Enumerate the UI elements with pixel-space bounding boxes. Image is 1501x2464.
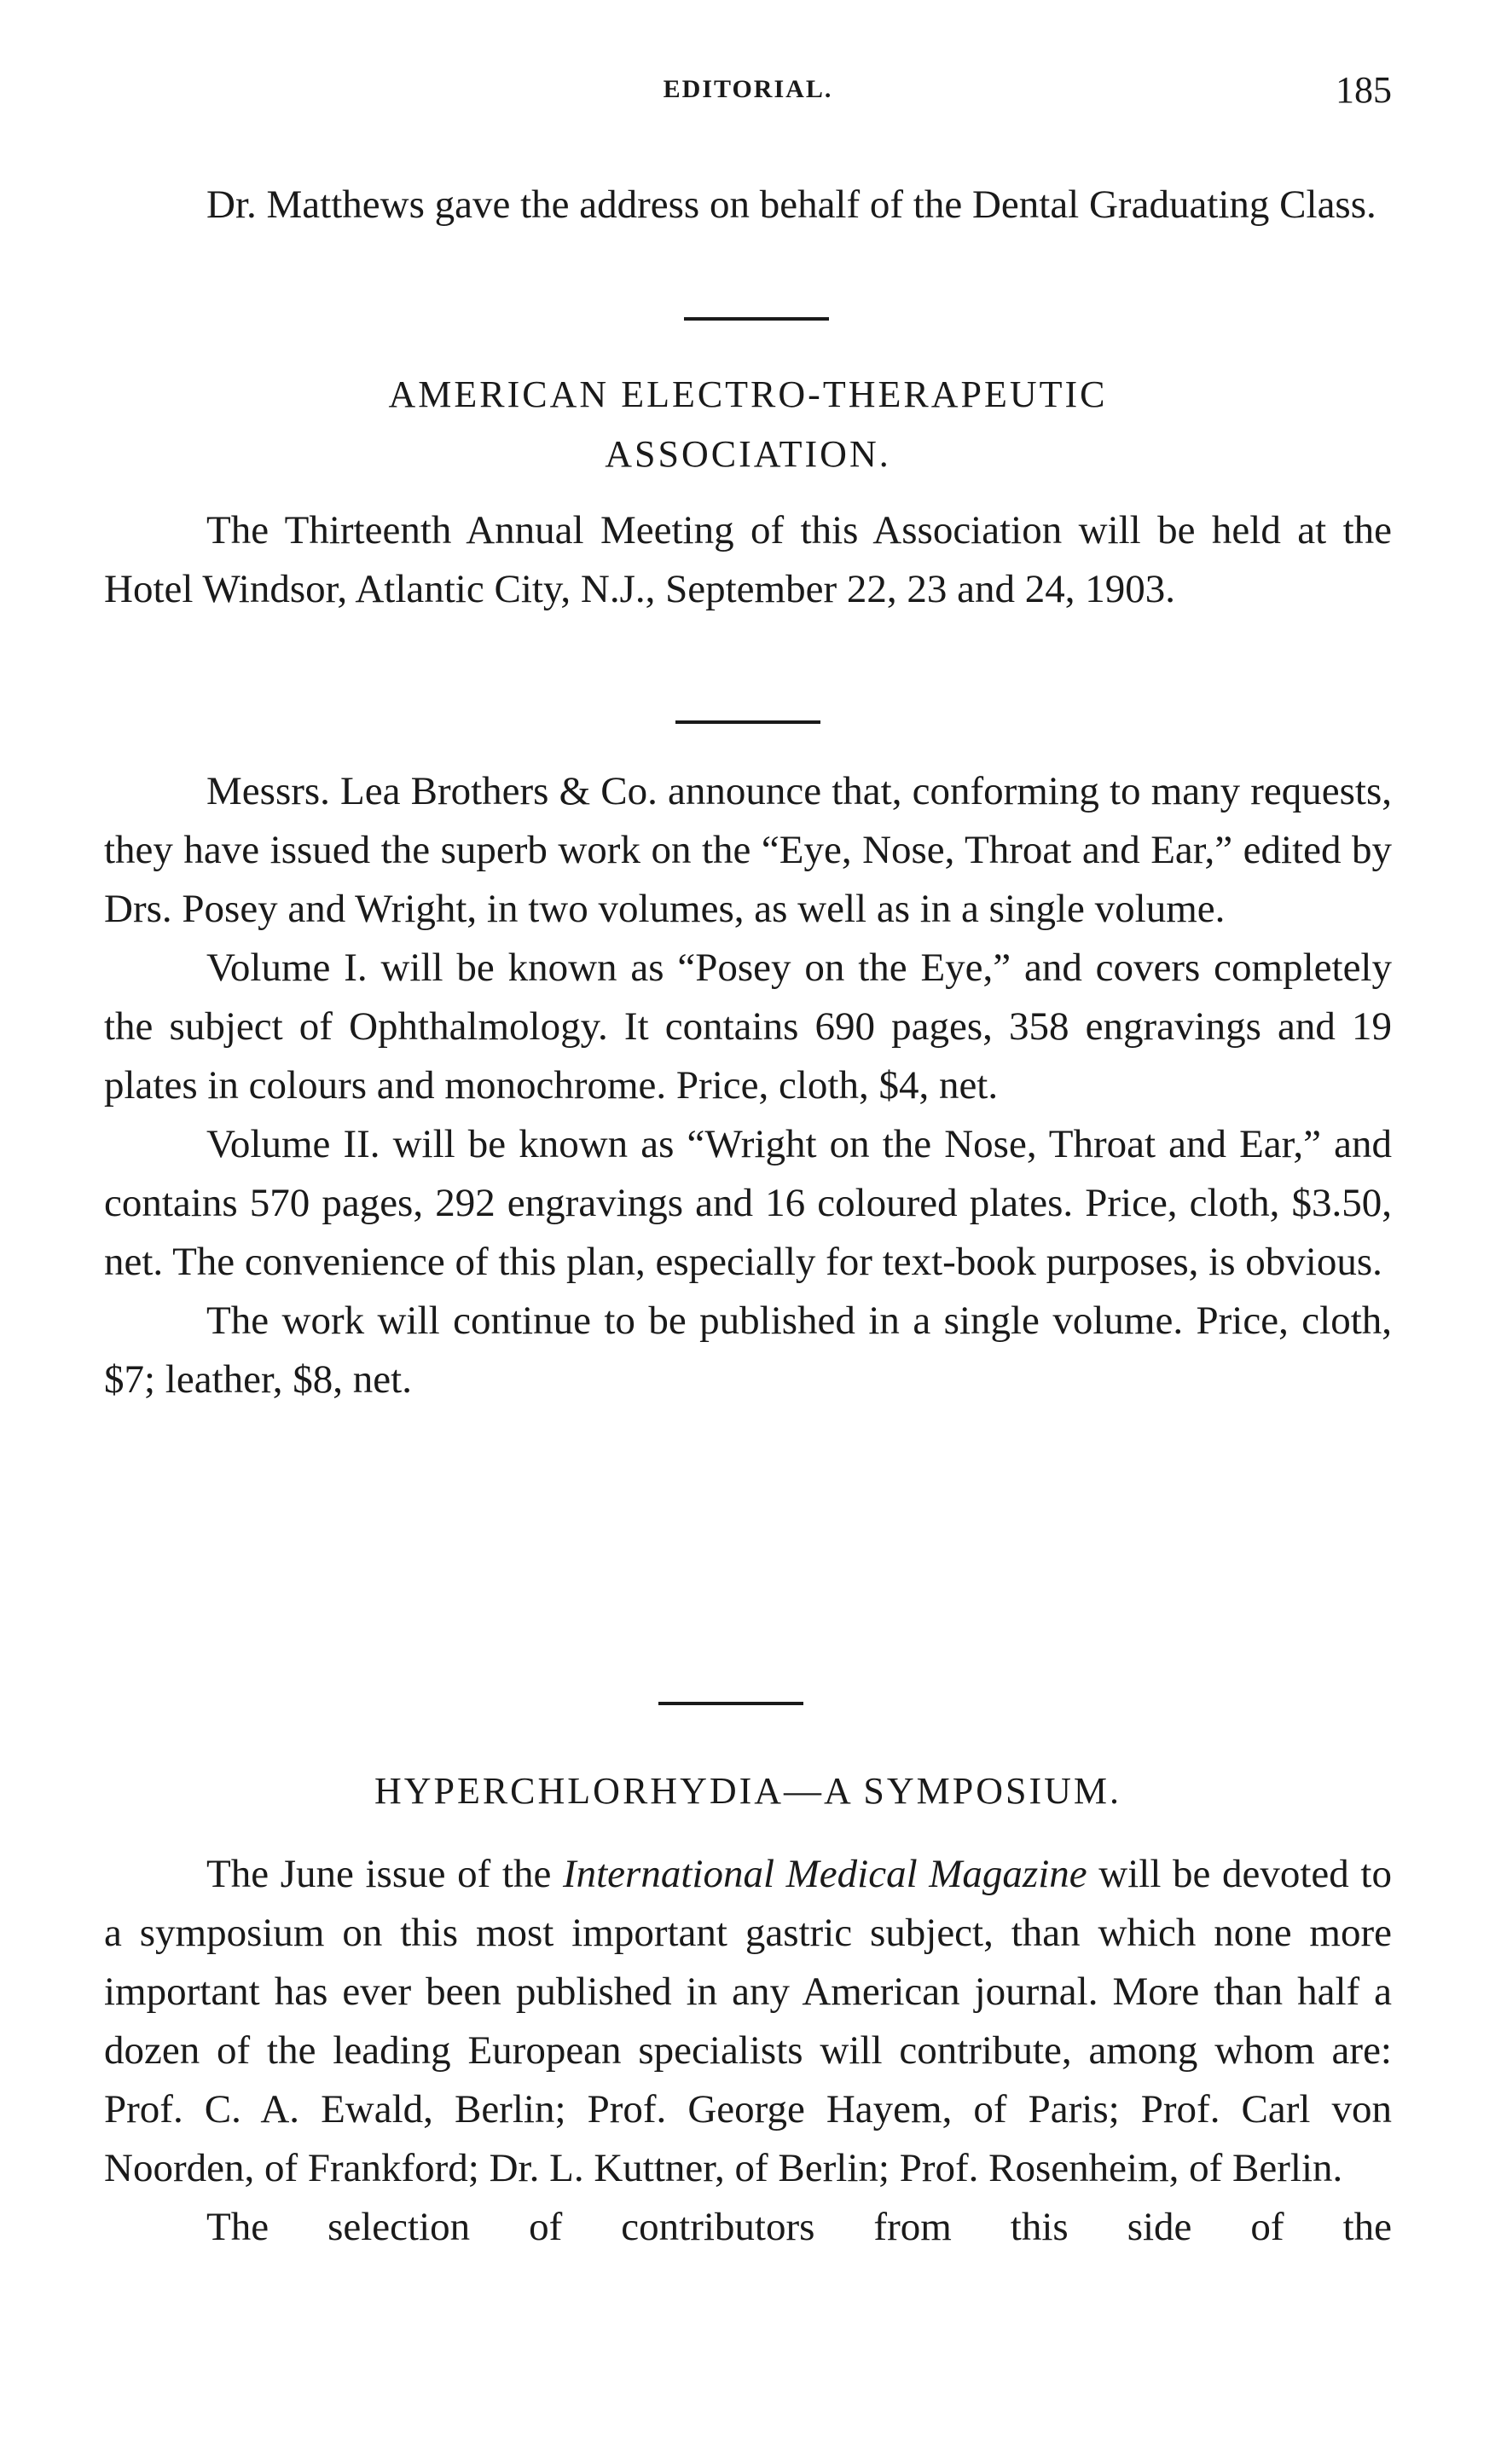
- hyper-p1-after: will be devoted to a symposium on this most important gastric subject, than which none more important has ever been published in any American journal. More than half a dozen of the leading European specialists will contribute, among whom are: Prof. C. A. Ewald, Berlin; Prof. George Hayem, of Paris; Prof. Carl von Noorden, of Frankford; Dr. L. Kuttner, of Berlin; Prof. Rosenheim, of Berlin.: [104, 1852, 1392, 2190]
- section-divider: [684, 317, 829, 321]
- hyper-paragraph-1: [104, 1845, 1392, 2198]
- hyper-paragraph-2: The selection of contributors from this side of the: [206, 2205, 1392, 2249]
- magazine-title: International Medical Magazine: [562, 1852, 1087, 1896]
- dental-section: [104, 176, 1392, 234]
- lea-paragraph-4: The work will continue to be published in a single volume. Price, cloth, $7; leather, $8, net.: [104, 1299, 1392, 1402]
- hyper-p1-before: The June issue of the: [206, 1852, 563, 1896]
- lea-paragraph-1: Messrs. Lea Brothers & Co. announce that, conforming to many requests, they have issued the superb work on the “Eye, Nose, Throat and Ear,” edited by Drs. Posey and Wright, in two volumes, as well as in a single volume.: [104, 769, 1392, 931]
- lea-paragraph-3: Volume II. will be known as “Wright on the Nose, Throat and Ear,” and contains 570 pages, 292 engravings and 16 coloured plates. Price, cloth, $3.50, net. The convenience of this plan, especially for text-book purposes, is obvious.: [104, 1122, 1392, 1284]
- electro-section: [104, 365, 1392, 619]
- hyper-section: [104, 1761, 1392, 2257]
- electro-heading-line1: AMERICAN ELECTRO-THERAPEUTIC: [388, 373, 1108, 415]
- electro-heading-line2: ASSOCIATION.: [605, 433, 891, 475]
- section-divider: [675, 720, 820, 724]
- page-number: 185: [1336, 69, 1392, 111]
- electro-paragraph: The Thirteenth Annual Meeting of this Association will be held at the Hotel Windsor, Atlantic City, N.J., September 22, 23 and 24, 1903.: [104, 508, 1392, 611]
- lea-section: [104, 762, 1392, 1409]
- section-divider: [658, 1702, 803, 1705]
- lea-paragraph-2: Volume I. will be known as “Posey on the Eye,” and covers completely the subject of Ophthalmology. It contains 690 pages, 358 engravings and 19 plates in colours and monochrome. Price, cloth, $4, net.: [104, 946, 1392, 1108]
- running-head: [104, 69, 1392, 126]
- running-title: EDITORIAL.: [663, 75, 833, 103]
- hyper-heading: HYPERCHLORHYDIA—A SYMPOSIUM.: [374, 1770, 1122, 1812]
- dental-paragraph: Dr. Matthews gave the address on behalf of the Dental Graduating Class.: [206, 182, 1376, 227]
